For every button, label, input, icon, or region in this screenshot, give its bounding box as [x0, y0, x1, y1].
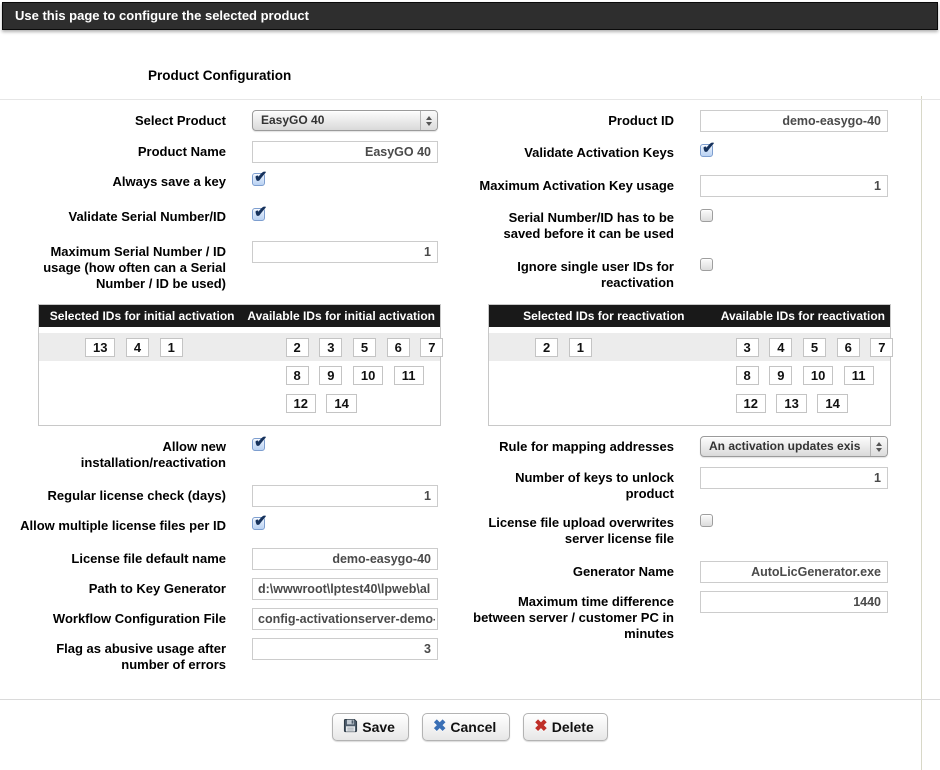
id-button-available-5[interactable]: 5 — [803, 338, 826, 357]
allow-new-installation-checkbox[interactable] — [252, 438, 265, 451]
generator-name-input[interactable] — [700, 561, 888, 583]
validate-serial-checkbox[interactable] — [252, 208, 265, 221]
ignore-single-user-ids-checkbox[interactable] — [700, 258, 713, 271]
form-row-ignore-single-user-ids — [470, 256, 940, 291]
id-button-available-12[interactable]: 12 — [286, 394, 316, 413]
max-activation-usage-label: Maximum Activation Key usage — [479, 178, 674, 193]
delete-button[interactable] — [523, 713, 607, 741]
max-time-difference-label: Maximum time difference between server / customer PC in minutes — [473, 594, 674, 641]
form-row-rule-mapping-addresses — [470, 436, 940, 457]
always-save-key-checkbox[interactable] — [252, 173, 265, 186]
max-serial-usage-label: Maximum Serial Number / ID usage (how often can a Serial Number / ID be used) — [43, 244, 226, 291]
page-instruction-bar — [2, 2, 938, 30]
license-upload-overwrites-checkbox[interactable] — [700, 514, 713, 527]
id-button-available-10[interactable]: 10 — [803, 366, 833, 385]
id-button-available-4[interactable]: 4 — [769, 338, 792, 357]
initial-activation-ids-table — [38, 304, 441, 426]
form-row-keys-to-unlock — [470, 467, 940, 502]
form-row-allow-new-installation — [0, 436, 470, 471]
cancel-icon: ✖ — [432, 718, 447, 735]
form-row-product-name — [0, 141, 470, 163]
product-id-input[interactable] — [700, 110, 888, 132]
form-row-max-activation-usage — [470, 175, 940, 197]
flag-abusive-usage-input[interactable] — [252, 638, 438, 660]
id-button-available-6[interactable]: 6 — [837, 338, 860, 357]
form-row-max-time-difference — [470, 591, 940, 642]
workflow-configuration-file-input[interactable] — [252, 608, 438, 630]
id-button-available-12[interactable]: 12 — [736, 394, 766, 413]
validate-activation-keys-checkbox[interactable] — [700, 144, 713, 157]
cancel-button-label: Cancel — [450, 719, 497, 735]
id-button-selected-4[interactable]: 4 — [126, 338, 149, 357]
upper-form — [0, 100, 940, 292]
allow-multiple-license-files-checkbox[interactable] — [252, 517, 265, 530]
id-button-available-7[interactable]: 7 — [870, 338, 893, 357]
form-row-workflow-configuration-file — [0, 608, 470, 630]
id-button-available-11[interactable]: 11 — [844, 366, 874, 385]
rule-mapping-addresses-label: Rule for mapping addresses — [499, 439, 674, 454]
table-row — [489, 389, 890, 417]
ignore-single-user-ids-label: Ignore single user IDs for reactivation — [517, 259, 674, 290]
id-button-available-14[interactable]: 14 — [326, 394, 356, 413]
lower-form — [0, 426, 940, 673]
license-file-default-name-input[interactable] — [252, 548, 438, 570]
id-button-available-5[interactable]: 5 — [353, 338, 376, 357]
id-button-available-9[interactable]: 9 — [319, 366, 342, 385]
id-tables — [38, 304, 940, 426]
id-button-available-2[interactable]: 2 — [286, 338, 309, 357]
selected-initial-header: Selected IDs for initial activation — [49, 309, 235, 323]
instruction-text: Use this page to configure the selected product — [15, 8, 309, 23]
license-file-default-name-label: License file default name — [71, 551, 226, 566]
save-button-label: Save — [362, 719, 395, 735]
cancel-button[interactable] — [422, 713, 510, 741]
id-button-selected-1[interactable]: 1 — [569, 338, 592, 357]
id-button-selected-2[interactable]: 2 — [535, 338, 558, 357]
id-button-selected-1[interactable]: 1 — [160, 338, 183, 357]
id-button-available-9[interactable]: 9 — [769, 366, 792, 385]
serial-saved-before-use-checkbox[interactable] — [700, 209, 713, 222]
form-row-generator-name — [470, 561, 940, 583]
always-save-key-label: Always save a key — [112, 174, 226, 189]
serial-saved-before-use-label: Serial Number/ID has to be saved before it can be used — [503, 210, 674, 241]
id-button-available-8[interactable]: 8 — [286, 366, 309, 385]
form-row-serial-saved-before-use — [470, 207, 940, 242]
id-button-available-13[interactable]: 13 — [776, 394, 806, 413]
footer-buttons — [0, 713, 940, 741]
select-product-label: Select Product — [134, 113, 226, 128]
rule-mapping-addresses-value: An activation updates exis — [709, 439, 861, 453]
id-button-selected-13[interactable]: 13 — [85, 338, 115, 357]
form-row-validate-serial — [0, 206, 470, 225]
id-button-available-11[interactable]: 11 — [394, 366, 424, 385]
table-row — [39, 389, 440, 417]
delete-icon: ✖ — [534, 718, 548, 735]
select-arrows-icon — [870, 437, 887, 456]
save-button[interactable] — [332, 713, 409, 741]
validate-activation-keys-label: Validate Activation Keys — [524, 145, 674, 160]
select-arrows-icon — [420, 111, 437, 130]
path-to-key-generator-label: Path to Key Generator — [88, 581, 226, 596]
flag-abusive-usage-label: Flag as abusive usage after number of errors — [56, 641, 226, 672]
id-button-available-8[interactable]: 8 — [736, 366, 759, 385]
allow-new-installation-label: Allow new installation/reactivation — [80, 439, 226, 470]
product-select-value: EasyGO 40 — [261, 113, 325, 127]
regular-license-check-label: Regular license check (days) — [47, 488, 226, 503]
form-row-regular-license-check — [0, 485, 470, 507]
max-activation-usage-input[interactable] — [700, 175, 888, 197]
regular-license-check-input[interactable] — [252, 485, 438, 507]
table-row — [489, 333, 890, 361]
form-row-allow-multiple-license-files — [0, 515, 470, 534]
available-initial-header: Available IDs for initial activation — [247, 309, 435, 323]
license-upload-overwrites-label: License file upload overwrites server license file — [488, 515, 674, 546]
id-button-available-3[interactable]: 3 — [736, 338, 759, 357]
footer-divider — [0, 699, 940, 700]
form-row-flag-abusive-usage — [0, 638, 470, 673]
product-id-label: Product ID — [608, 113, 674, 128]
page-title: Product Configuration — [148, 68, 292, 83]
max-time-difference-input[interactable] — [700, 591, 888, 613]
reactivation-ids-table — [488, 304, 891, 426]
form-row-path-to-key-generator — [0, 578, 470, 600]
id-button-available-14[interactable]: 14 — [817, 394, 847, 413]
rule-mapping-addresses-select[interactable] — [700, 436, 888, 457]
delete-button-label: Delete — [551, 719, 594, 735]
product-select[interactable] — [252, 110, 438, 131]
path-to-key-generator-input[interactable] — [252, 578, 438, 600]
product-name-label: Product Name — [137, 144, 226, 159]
id-button-available-6[interactable]: 6 — [387, 338, 410, 357]
table-row — [39, 361, 440, 389]
keys-to-unlock-label: Number of keys to unlock product — [515, 470, 674, 501]
save-icon — [343, 718, 358, 736]
product-name-input[interactable] — [252, 141, 438, 163]
id-button-available-7[interactable]: 7 — [420, 338, 443, 357]
selected-reactivation-header: Selected IDs for reactivation — [523, 309, 685, 323]
form-row-product-id — [470, 110, 940, 132]
generator-name-label: Generator Name — [572, 564, 674, 579]
allow-multiple-license-files-label: Allow multiple license files per ID — [20, 518, 226, 533]
id-button-available-3[interactable]: 3 — [319, 338, 342, 357]
max-serial-usage-input[interactable] — [252, 241, 438, 263]
available-reactivation-header: Available IDs for reactivation — [720, 309, 885, 323]
form-row-select-product — [0, 110, 470, 131]
form-row-always-save-key — [0, 171, 470, 190]
keys-to-unlock-input[interactable] — [700, 467, 888, 489]
table-row — [39, 333, 440, 361]
form-row-license-upload-overwrites — [470, 512, 940, 547]
workflow-configuration-file-label: Workflow Configuration File — [52, 611, 226, 626]
id-button-available-10[interactable]: 10 — [353, 366, 383, 385]
validate-serial-label: Validate Serial Number/ID — [68, 209, 226, 224]
form-row-validate-activation-keys — [470, 142, 940, 161]
form-row-license-file-default-name — [0, 548, 470, 570]
table-row — [489, 361, 890, 389]
form-row-max-serial-usage — [0, 241, 470, 292]
